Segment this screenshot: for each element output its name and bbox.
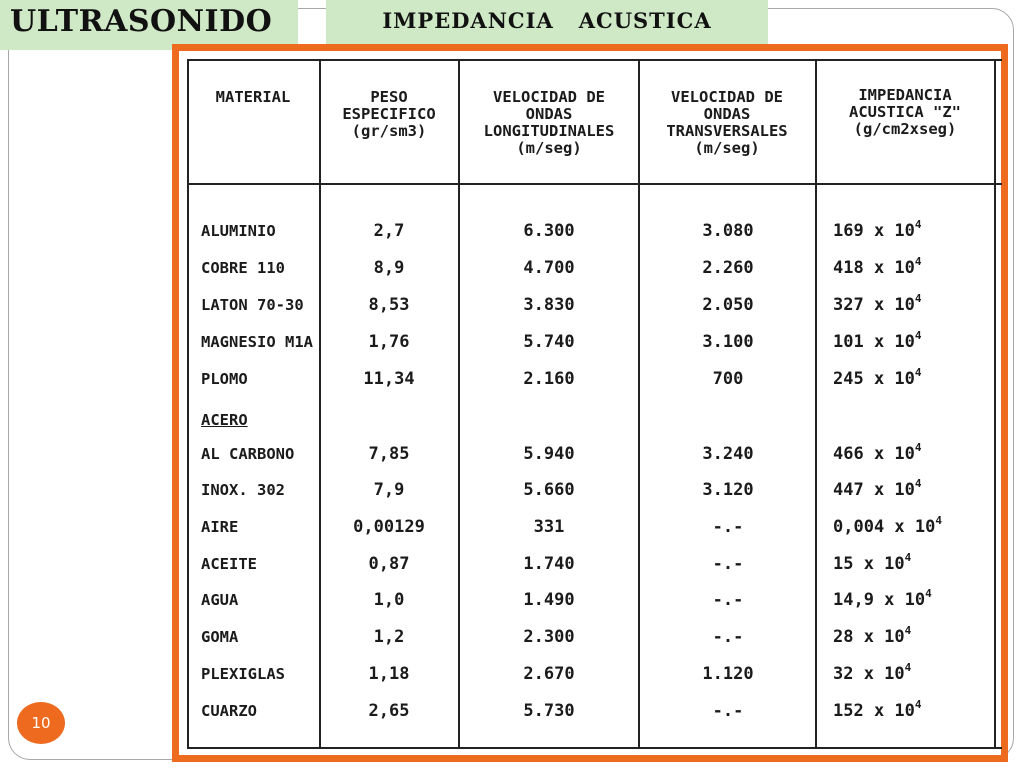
table-cell-long: 5.660: [523, 480, 575, 500]
table-cell-peso: 2,65: [368, 701, 410, 721]
impedance-exponent: 4: [914, 218, 922, 231]
table-cell-trans: 700: [712, 369, 744, 389]
table-cell-material: ALUMINIO: [201, 222, 276, 240]
table-cell-z: [833, 698, 922, 721]
table-cell-material: MAGNESIO M1A: [201, 333, 313, 351]
table-rule: [187, 747, 1002, 749]
header-velocidad-long: VELOCIDAD DE ONDAS LONGITUDINALES (m/seg): [483, 88, 615, 157]
table-cell-trans: -.-: [712, 701, 744, 721]
impedance-value: 466 x 10: [833, 444, 915, 464]
impedance-value: 101 x 10: [833, 332, 915, 352]
table-cell-long: 5.940: [523, 444, 575, 464]
header-material: MATERIAL: [215, 88, 291, 106]
table-cell-trans: 2.050: [702, 295, 754, 315]
table-rule: [187, 183, 1002, 185]
table-cell-trans: -.-: [712, 554, 744, 574]
table-cell-material: INOX. 302: [201, 481, 285, 499]
table-cell-peso: 2,7: [373, 221, 405, 241]
impedance-exponent: 4: [914, 366, 922, 379]
table-cell-long: 5.740: [523, 332, 575, 352]
table-cell-material: AGUA: [201, 591, 239, 609]
table-cell-material: GOMA: [201, 628, 239, 646]
impedance-value: 0,004 x 10: [833, 517, 936, 537]
table-cell-peso: 8,53: [368, 295, 410, 315]
table-rule: [994, 59, 996, 749]
header-velocidad-trans: VELOCIDAD DE ONDAS TRANSVERSALES (m/seg): [666, 88, 788, 157]
table-cell-long: 4.700: [523, 258, 575, 278]
table-cell-material: COBRE 110: [201, 259, 285, 277]
impedance-exponent: 4: [914, 329, 922, 342]
impedance-exponent: 4: [935, 514, 942, 527]
impedance-value: 15 x 10: [833, 554, 905, 574]
table-cell-z: [833, 441, 922, 464]
table-cell-material: PLEXIGLAS: [201, 665, 285, 683]
impedance-value: 447 x 10: [833, 480, 915, 500]
table-cell-material: CUARZO: [201, 702, 257, 720]
table-rule: [815, 59, 817, 749]
table-cell-trans: -.-: [712, 627, 744, 647]
table-cell-peso: 1,76: [368, 332, 410, 352]
table-cell-material: LATON 70-30: [201, 296, 304, 314]
table-cell-long: 3.830: [523, 295, 575, 315]
table-cell-z: [833, 218, 922, 241]
table-cell-z: [833, 366, 922, 389]
table-cell-long: 2.160: [523, 369, 575, 389]
table-cell-trans: 3.100: [702, 332, 754, 352]
table-rule: [187, 59, 189, 749]
table-cell-trans: 3.120: [702, 480, 754, 500]
impedance-exponent: 4: [904, 661, 912, 674]
impedance-exponent: 4: [914, 477, 922, 490]
table-rule: [319, 59, 321, 749]
table-cell-z: [833, 292, 922, 315]
table-cell-material: PLOMO: [201, 370, 248, 388]
table-cell-long: 1.740: [523, 554, 575, 574]
table-cell-z: [833, 514, 942, 537]
impedance-value: 28 x 10: [833, 627, 905, 647]
impedance-value: 32 x 10: [833, 664, 905, 684]
table-cell-trans: 1.120: [702, 664, 754, 684]
impedance-value: 14,9 x 10: [833, 590, 926, 610]
table-cell-peso: 0,87: [368, 554, 410, 574]
table-cell-trans: 3.240: [702, 444, 754, 464]
table-cell-z: [833, 255, 922, 278]
table-cell-material: AL CARBONO: [201, 445, 295, 463]
scanned-table-frame: [172, 44, 1008, 762]
table-cell-long: 2.670: [523, 664, 575, 684]
impedance-exponent: 4: [904, 551, 912, 564]
impedance-value: 152 x 10: [833, 701, 915, 721]
scanned-table: [187, 59, 993, 747]
table-cell-trans: -.-: [712, 590, 744, 610]
table-cell-z: [833, 661, 912, 684]
impedance-value: 169 x 10: [833, 221, 915, 241]
impedance-exponent: 4: [904, 624, 912, 637]
table-cell-peso: 8,9: [373, 258, 405, 278]
table-cell-trans: 2.260: [702, 258, 754, 278]
table-cell-z: [833, 329, 922, 352]
table-cell-peso: 7,9: [373, 480, 405, 500]
table-cell-z: [833, 551, 912, 574]
title-box: [0, 0, 298, 50]
header-peso: PESO ESPECIFICO (gr/sm3): [342, 88, 436, 140]
impedance-value: 245 x 10: [833, 369, 915, 389]
table-cell-material: ACERO: [201, 411, 248, 429]
table-cell-peso: 11,34: [363, 369, 415, 389]
table-rule: [187, 59, 1002, 61]
table-cell-material: ACEITE: [201, 555, 257, 573]
impedance-value: 327 x 10: [833, 295, 915, 315]
table-cell-long: 1.490: [523, 590, 575, 610]
impedance-exponent: 4: [914, 292, 922, 305]
table-cell-peso: 1,18: [368, 664, 410, 684]
table-cell-peso: 1,0: [373, 590, 405, 610]
slide-subtitle: IMPEDANCIA ACUSTICA: [382, 8, 712, 33]
table-cell-z: [833, 624, 912, 647]
page-number-badge: 10: [17, 702, 65, 744]
impedance-value: 418 x 10: [833, 258, 915, 278]
impedance-exponent: 4: [914, 698, 922, 711]
impedance-exponent: 4: [925, 587, 932, 600]
table-cell-material: AIRE: [201, 518, 239, 536]
table-cell-long: 2.300: [523, 627, 575, 647]
table-cell-peso: 0,00129: [353, 517, 425, 537]
table-cell-peso: 7,85: [368, 444, 410, 464]
slide-title: ULTRASONIDO: [10, 4, 273, 39]
table-cell-long: 331: [533, 517, 565, 537]
impedance-exponent: 4: [914, 255, 922, 268]
table-cell-z: [833, 477, 922, 500]
table-cell-peso: 1,2: [373, 627, 405, 647]
table-rule: [458, 59, 460, 749]
table-cell-trans: -.-: [712, 517, 744, 537]
header-impedancia: IMPEDANCIA ACUSTICA "Z" (g/cm2xseg): [849, 86, 961, 138]
table-cell-long: 6.300: [523, 221, 575, 241]
subtitle-box: [326, 0, 768, 44]
table-cell-long: 5.730: [523, 701, 575, 721]
table-cell-z: [833, 587, 932, 610]
table-cell-trans: 3.080: [702, 221, 754, 241]
table-rule: [638, 59, 640, 749]
impedance-exponent: 4: [914, 441, 922, 454]
